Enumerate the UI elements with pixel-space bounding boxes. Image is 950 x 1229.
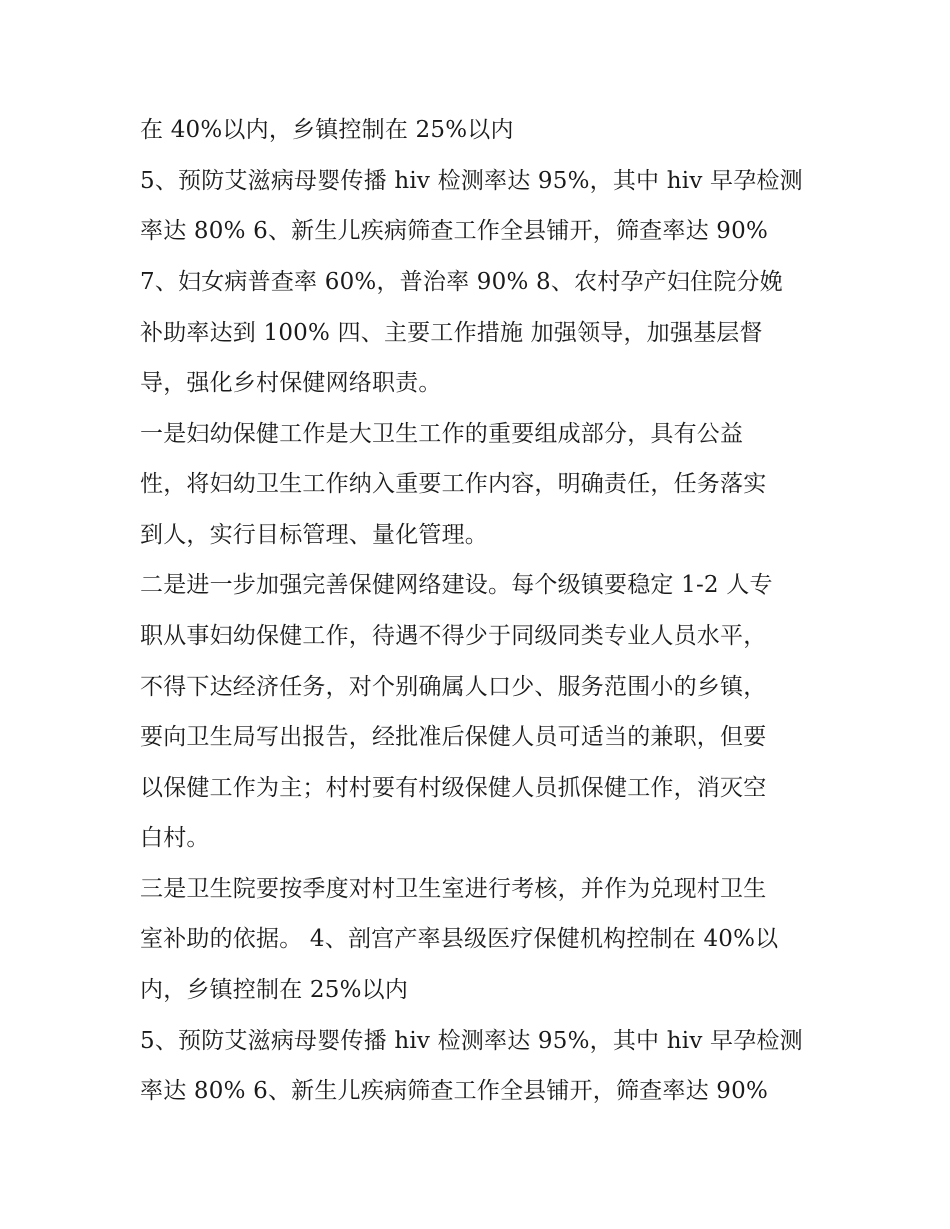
text-line: 5、预防艾滋病母婴传播 hiv 检测率达 95%，其中 hiv 早孕检测 [140, 168, 803, 194]
text-line: 三是卫生院要按季度对村卫生室进行考核，并作为兑现村卫生 [140, 876, 767, 902]
text-line: 职从事妇幼保健工作，待遇不得少于同级同类专业人员水平， [140, 623, 767, 649]
text-line: 不得下达经济任务，对个别确属人口少、服务范围小的乡镇， [140, 674, 767, 700]
text-line: 性，将妇幼卫生工作纳入重要工作内容，明确责任，任务落实 [140, 471, 767, 497]
text-line: 一是妇幼保健工作是大卫生工作的重要组成部分，具有公益 [140, 421, 744, 447]
text-line: 7、妇女病普查率 60%，普治率 90% 8、农村孕产妇住院分娩 [140, 269, 783, 295]
text-line: 二是进一步加强完善保健网络建设。每个级镇要稳定 1-2 人专 [140, 572, 773, 598]
text-line: 白村。 [140, 825, 210, 851]
text-line: 到人，实行目标管理、量化管理。 [140, 522, 488, 548]
text-line: 导，强化乡村保健网络职责。 [140, 370, 442, 396]
text-line: 在 40%以内，乡镇控制在 25%以内 [140, 117, 514, 143]
text-line: 补助率达到 100% 四、主要工作措施 加强领导，加强基层督 [140, 320, 763, 346]
text-line: 率达 80% 6、新生儿疾病筛查工作全县铺开，筛查率达 90% [140, 218, 769, 244]
text-line: 率达 80% 6、新生儿疾病筛查工作全县铺开，筛查率达 90% [140, 1078, 769, 1104]
text-line: 以保健工作为主；村村要有村级保健人员抓保健工作，消灭空 [140, 775, 767, 801]
text-line: 5、预防艾滋病母婴传播 hiv 检测率达 95%，其中 hiv 早孕检测 [140, 1028, 803, 1054]
text-line: 要向卫生局写出报告，经批准后保健人员可适当的兼职，但要 [140, 724, 767, 750]
text-line: 室补助的依据。 4、剖宫产率县级医疗保健机构控制在 40%以 [140, 926, 779, 952]
text-line: 内，乡镇控制在 25%以内 [140, 977, 409, 1003]
